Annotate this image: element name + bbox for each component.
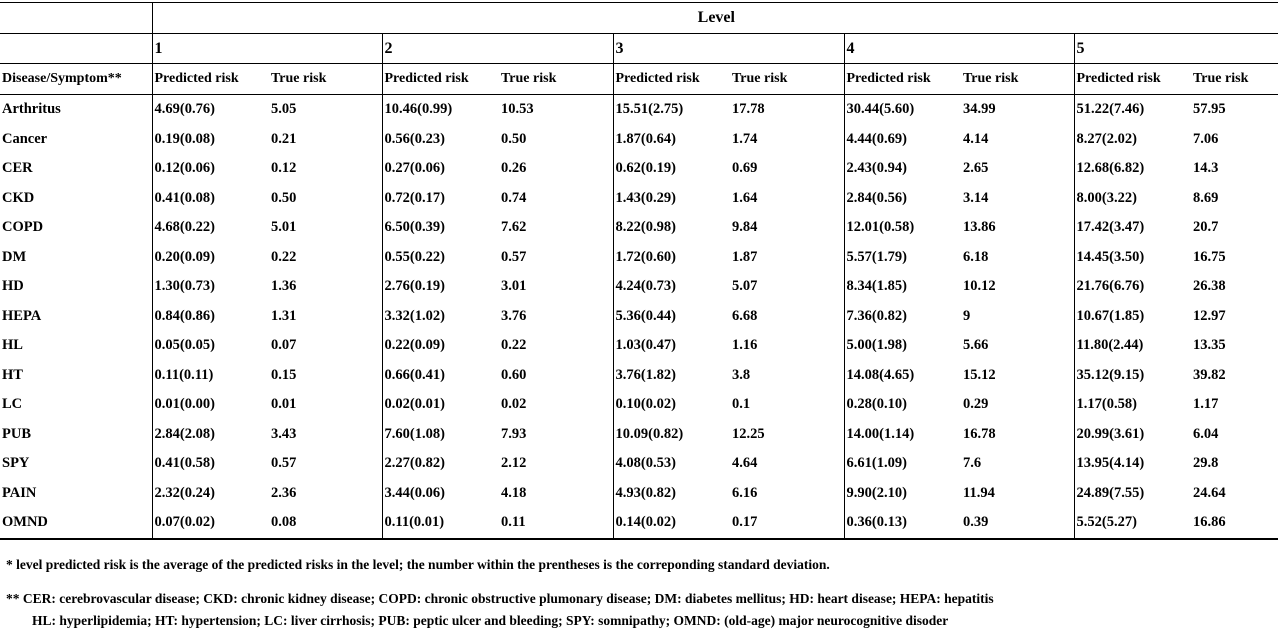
true-risk-cell: 57.95	[1193, 101, 1226, 118]
predicted-risk-header: Predicted risk	[152, 64, 267, 95]
predicted-risk-cell: 0.41(0.58)	[152, 449, 267, 479]
true-risk-cell: 6.68	[732, 307, 758, 324]
predicted-risk-cell: 8.22(0.98)	[613, 213, 728, 243]
disease-name-cell: OMND	[0, 508, 152, 539]
predicted-risk-cell: 0.72(0.17)	[382, 184, 497, 214]
predicted-risk-cell: 0.62(0.19)	[613, 154, 728, 184]
table-row	[0, 184, 1278, 214]
true-risk-cell: 4.14	[963, 130, 989, 147]
predicted-risk-cell: 0.01(0.00)	[152, 390, 267, 420]
level-title: Level	[152, 3, 1278, 34]
disease-name-cell: CKD	[2, 189, 35, 206]
footnote-abbreviations-continued: HL: hyperlipidemia; HT: hypertension; LC: liver cirrhosis; PUB: peptic ulcer and bleeding; SPY: somnipathy; OMND: (old-age) major neurocognitive disoder	[32, 613, 949, 628]
true-risk-cell: 0.21	[271, 130, 297, 147]
level-header-row	[0, 3, 1278, 34]
footnote-level-risk: * level predicted risk is the average of the predicted risks in the level; the number within the prentheses is the correponding standard deviation.	[6, 557, 830, 572]
true-risk-cell: 0.22	[271, 248, 297, 265]
predicted-risk-header: Predicted risk	[382, 64, 497, 95]
predicted-risk-cell: 2.76(0.19)	[382, 272, 497, 302]
true-risk-cell: 6.18	[963, 248, 989, 265]
predicted-risk-cell: 21.76(6.76)	[1074, 272, 1189, 302]
true-risk-cell: 0.60	[501, 366, 527, 383]
predicted-risk-cell: 4.69(0.76)	[152, 95, 267, 125]
true-risk-cell: 5.01	[271, 219, 297, 236]
predicted-risk-cell: 35.12(9.15)	[1074, 361, 1189, 391]
table-row	[0, 272, 1278, 302]
true-risk-cell: 1.74	[732, 130, 758, 147]
true-risk-cell: 0.08	[267, 508, 382, 539]
predicted-risk-cell: 1.43(0.29)	[613, 184, 728, 214]
true-risk-cell: 0.29	[963, 396, 989, 413]
true-risk-cell: 17.78	[732, 101, 765, 118]
level-4-header: 4	[844, 34, 1074, 64]
disease-name-cell: DM	[2, 248, 27, 265]
true-risk-cell: 2.65	[963, 160, 989, 177]
true-risk-cell: 0.15	[271, 366, 297, 383]
footnote-abbreviations: ** CER: cerebrovascular disease; CKD: chronic kidney disease; COPD: chronic obstructive plumonary disease; DM: diabetes mellitus; HD: heart disease; HEPA: hepatitis	[6, 591, 994, 606]
true-risk-header: True risk	[959, 64, 1074, 95]
table-row	[0, 125, 1278, 155]
disease-name-cell: PUB	[2, 425, 31, 442]
predicted-risk-cell: 7.36(0.82)	[844, 302, 959, 332]
true-risk-cell: 16.86	[1189, 508, 1278, 539]
table-row	[0, 361, 1278, 391]
true-risk-cell: 14.3	[1193, 160, 1219, 177]
true-risk-cell: 0.57	[271, 455, 297, 472]
predicted-risk-cell: 0.07(0.02)	[152, 508, 267, 539]
disease-name-cell: SPY	[2, 455, 30, 472]
predicted-risk-cell: 30.44(5.60)	[844, 95, 959, 125]
predicted-risk-cell: 17.42(3.47)	[1074, 213, 1189, 243]
predicted-risk-cell: 1.17(0.58)	[1074, 390, 1189, 420]
disease-name-cell: HD	[2, 278, 24, 295]
true-risk-cell: 7.06	[1193, 130, 1219, 147]
predicted-risk-cell: 2.27(0.82)	[382, 449, 497, 479]
predicted-risk-cell: 10.46(0.99)	[382, 95, 497, 125]
true-risk-cell: 26.38	[1193, 278, 1226, 295]
true-risk-cell: 16.75	[1193, 248, 1226, 265]
level-2-header: 2	[382, 34, 613, 64]
true-risk-cell: 3.14	[963, 189, 989, 206]
true-risk-cell: 3.8	[732, 366, 751, 383]
true-risk-cell: 24.64	[1193, 484, 1226, 501]
risk-table-body	[0, 95, 1278, 539]
true-risk-cell: 9	[963, 307, 971, 324]
predicted-risk-cell: 3.44(0.06)	[382, 479, 497, 509]
predicted-risk-cell: 0.84(0.86)	[152, 302, 267, 332]
true-risk-cell: 20.7	[1193, 219, 1219, 236]
true-risk-cell: 3.43	[271, 425, 297, 442]
disease-name-cell: Arthritus	[2, 101, 61, 118]
true-risk-cell: 16.78	[963, 425, 996, 442]
true-risk-cell: 0.1	[732, 396, 751, 413]
predicted-risk-cell: 1.87(0.64)	[613, 125, 728, 155]
predicted-risk-cell: 5.57(1.79)	[844, 243, 959, 273]
true-risk-cell: 5.05	[271, 101, 297, 118]
disease-name-cell: HEPA	[2, 307, 42, 324]
table-row	[0, 213, 1278, 243]
predicted-risk-cell: 5.36(0.44)	[613, 302, 728, 332]
true-risk-cell: 0.17	[728, 508, 844, 539]
true-risk-cell: 0.69	[732, 160, 758, 177]
predicted-risk-header: Predicted risk	[844, 64, 959, 95]
predicted-risk-cell: 5.00(1.98)	[844, 331, 959, 361]
true-risk-cell: 1.31	[271, 307, 297, 324]
predicted-risk-cell: 5.52(5.27)	[1074, 508, 1189, 539]
predicted-risk-cell: 0.66(0.41)	[382, 361, 497, 391]
predicted-risk-cell: 3.32(1.02)	[382, 302, 497, 332]
predicted-risk-cell: 0.56(0.23)	[382, 125, 497, 155]
predicted-risk-cell: 10.67(1.85)	[1074, 302, 1189, 332]
predicted-risk-cell: 14.08(4.65)	[844, 361, 959, 391]
table-row	[0, 390, 1278, 420]
predicted-risk-cell: 6.61(1.09)	[844, 449, 959, 479]
true-risk-cell: 0.57	[501, 248, 527, 265]
true-risk-cell: 1.17	[1193, 396, 1219, 413]
true-risk-cell: 12.97	[1193, 307, 1226, 324]
predicted-risk-cell: 0.19(0.08)	[152, 125, 267, 155]
true-risk-cell: 8.69	[1193, 189, 1219, 206]
true-risk-cell: 1.87	[732, 248, 758, 265]
predicted-risk-cell: 11.80(2.44)	[1074, 331, 1189, 361]
level-1-header: 1	[152, 34, 382, 64]
true-risk-cell: 0.11	[497, 508, 613, 539]
predicted-risk-cell: 1.72(0.60)	[613, 243, 728, 273]
predicted-risk-cell: 10.09(0.82)	[613, 420, 728, 450]
predicted-risk-cell: 6.50(0.39)	[382, 213, 497, 243]
true-risk-cell: 10.53	[501, 101, 534, 118]
predicted-risk-cell: 0.27(0.06)	[382, 154, 497, 184]
predicted-risk-cell: 0.14(0.02)	[613, 508, 728, 539]
predicted-risk-cell: 24.89(7.55)	[1074, 479, 1189, 509]
predicted-risk-cell: 4.93(0.82)	[613, 479, 728, 509]
predicted-risk-cell: 0.05(0.05)	[152, 331, 267, 361]
true-risk-cell: 0.01	[271, 396, 297, 413]
predicted-risk-header: Predicted risk	[1074, 64, 1189, 95]
true-risk-cell: 7.93	[501, 425, 527, 442]
predicted-risk-cell: 0.41(0.08)	[152, 184, 267, 214]
predicted-risk-cell: 4.08(0.53)	[613, 449, 728, 479]
table-row	[0, 449, 1278, 479]
predicted-risk-cell: 4.24(0.73)	[613, 272, 728, 302]
predicted-risk-cell: 1.30(0.73)	[152, 272, 267, 302]
predicted-risk-cell: 0.12(0.06)	[152, 154, 267, 184]
disease-name-cell: Cancer	[2, 130, 48, 147]
table-row	[0, 302, 1278, 332]
true-risk-cell: 0.22	[501, 337, 527, 354]
disease-name-cell: PAIN	[2, 484, 37, 501]
table-row	[0, 508, 1278, 539]
true-risk-cell: 39.82	[1193, 366, 1226, 383]
true-risk-cell: 11.94	[963, 484, 995, 501]
predicted-risk-cell: 13.95(4.14)	[1074, 449, 1189, 479]
true-risk-cell: 34.99	[963, 101, 996, 118]
true-risk-cell: 4.64	[732, 455, 758, 472]
true-risk-cell: 1.16	[732, 337, 758, 354]
true-risk-cell: 15.12	[963, 366, 996, 383]
true-risk-header: True risk	[267, 64, 382, 95]
table-row	[0, 479, 1278, 509]
true-risk-cell: 0.50	[501, 130, 527, 147]
blank-cell	[0, 34, 152, 64]
disease-name-cell: HL	[2, 337, 23, 354]
predicted-risk-cell: 2.84(2.08)	[152, 420, 267, 450]
true-risk-header: True risk	[728, 64, 844, 95]
predicted-risk-cell: 0.28(0.10)	[844, 390, 959, 420]
level-5-header: 5	[1074, 34, 1278, 64]
true-risk-cell: 10.12	[963, 278, 996, 295]
predicted-risk-cell: 0.10(0.02)	[613, 390, 728, 420]
true-risk-cell: 2.12	[501, 455, 527, 472]
true-risk-cell: 29.8	[1193, 455, 1219, 472]
true-risk-cell: 5.66	[963, 337, 989, 354]
predicted-risk-cell: 14.45(3.50)	[1074, 243, 1189, 273]
true-risk-cell: 1.64	[732, 189, 758, 206]
true-risk-cell: 13.86	[963, 219, 996, 236]
disease-name-cell: CER	[2, 160, 33, 177]
true-risk-cell: 4.18	[501, 484, 527, 501]
predicted-risk-cell: 12.68(6.82)	[1074, 154, 1189, 184]
true-risk-header: True risk	[497, 64, 613, 95]
disease-name-cell: COPD	[2, 219, 44, 236]
predicted-risk-cell: 15.51(2.75)	[613, 95, 728, 125]
predicted-risk-cell: 4.44(0.69)	[844, 125, 959, 155]
true-risk-cell: 13.35	[1193, 337, 1226, 354]
predicted-risk-cell: 2.84(0.56)	[844, 184, 959, 214]
predicted-risk-cell: 51.22(7.46)	[1074, 95, 1189, 125]
true-risk-cell: 3.01	[501, 278, 527, 295]
true-risk-cell: 0.12	[271, 160, 297, 177]
true-risk-cell: 0.39	[959, 508, 1074, 539]
level-3-header: 3	[613, 34, 844, 64]
table-row	[0, 420, 1278, 450]
predicted-risk-cell: 0.20(0.09)	[152, 243, 267, 273]
predicted-risk-cell: 9.90(2.10)	[844, 479, 959, 509]
predicted-risk-cell: 20.99(3.61)	[1074, 420, 1189, 450]
level-numbers-row	[0, 34, 1278, 64]
true-risk-cell: 0.74	[501, 189, 527, 206]
disease-name-cell: LC	[2, 396, 23, 413]
predicted-risk-cell: 0.11(0.01)	[382, 508, 497, 539]
true-risk-cell: 7.6	[963, 455, 982, 472]
true-risk-cell: 0.07	[271, 337, 297, 354]
true-risk-cell: 6.04	[1193, 425, 1219, 442]
predicted-risk-cell: 3.76(1.82)	[613, 361, 728, 391]
predicted-risk-cell: 2.32(0.24)	[152, 479, 267, 509]
predicted-risk-cell: 0.02(0.01)	[382, 390, 497, 420]
disease-name-cell: HT	[2, 366, 23, 383]
predicted-risk-header: Predicted risk	[613, 64, 728, 95]
true-risk-cell: 6.16	[732, 484, 758, 501]
true-risk-cell: 0.26	[501, 160, 527, 177]
predicted-risk-cell: 8.34(1.85)	[844, 272, 959, 302]
predicted-risk-cell: 0.55(0.22)	[382, 243, 497, 273]
true-risk-cell: 7.62	[501, 219, 527, 236]
true-risk-cell: 12.25	[732, 425, 765, 442]
predicted-risk-cell: 0.11(0.11)	[152, 361, 267, 391]
predicted-risk-cell: 0.22(0.09)	[382, 331, 497, 361]
predicted-risk-cell: 12.01(0.58)	[844, 213, 959, 243]
predicted-risk-cell: 7.60(1.08)	[382, 420, 497, 450]
true-risk-cell: 0.50	[271, 189, 297, 206]
disease-symptom-header: Disease/Symptom**	[0, 64, 152, 95]
predicted-risk-cell: 0.36(0.13)	[844, 508, 959, 539]
predicted-risk-cell: 8.27(2.02)	[1074, 125, 1189, 155]
predicted-risk-cell: 14.00(1.14)	[844, 420, 959, 450]
true-risk-header: True risk	[1189, 64, 1278, 95]
corner-cell	[0, 3, 152, 34]
true-risk-cell: 9.84	[732, 219, 758, 236]
true-risk-cell: 3.76	[501, 307, 527, 324]
true-risk-cell: 5.07	[732, 278, 758, 295]
column-header-row	[0, 64, 1278, 95]
true-risk-cell: 1.36	[271, 278, 297, 295]
predicted-risk-cell: 1.03(0.47)	[613, 331, 728, 361]
table-row	[0, 331, 1278, 361]
predicted-risk-cell: 4.68(0.22)	[152, 213, 267, 243]
true-risk-cell: 2.36	[271, 484, 297, 501]
table-row	[0, 95, 1278, 125]
predicted-risk-cell: 8.00(3.22)	[1074, 184, 1189, 214]
true-risk-cell: 0.02	[501, 396, 527, 413]
risk-table	[0, 2, 1278, 540]
table-row	[0, 243, 1278, 273]
table-row	[0, 154, 1278, 184]
predicted-risk-cell: 2.43(0.94)	[844, 154, 959, 184]
